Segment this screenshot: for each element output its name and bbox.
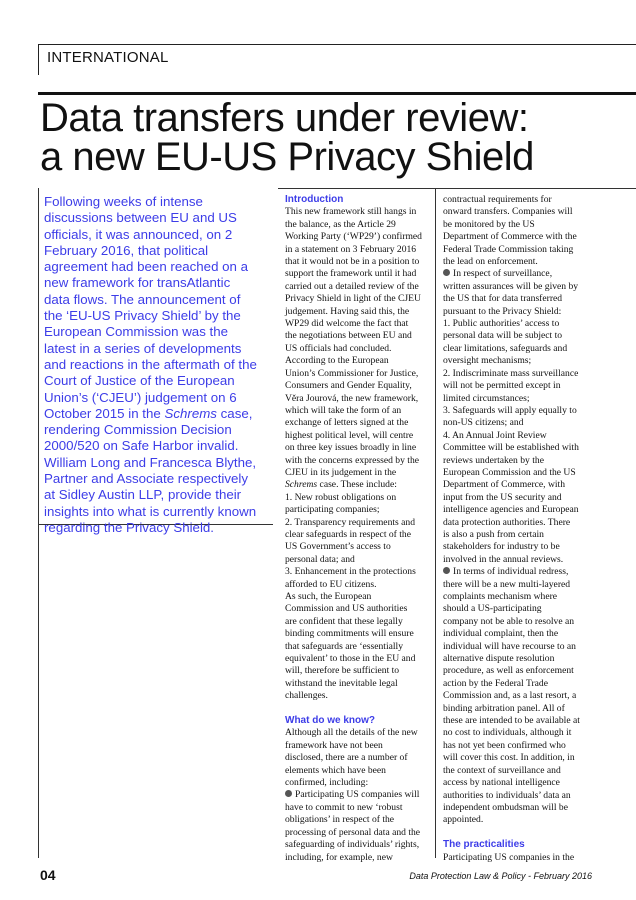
text-line: have to commit to new ‘robust: [285, 801, 403, 813]
text-line: the context of surveillance and: [443, 764, 561, 776]
text-line: Working Party (‘WP29’) confirmed: [285, 231, 422, 243]
text-line: limited circumstances;: [443, 392, 530, 404]
text-line: new framework for transAtlantic: [44, 275, 231, 291]
text-line: company not be able to resolve an: [443, 615, 575, 627]
text-line: disclosed, there are a number of: [285, 752, 408, 764]
publication-footer: Data Protection Law & Policy - February 2016: [409, 871, 592, 881]
text-line: input from the US security and: [443, 491, 562, 503]
text-line: pursuant to the Privacy Shield:: [443, 305, 562, 317]
text-line: US Government’s access to: [285, 541, 391, 553]
text-line: rendering Commission Decision: [44, 422, 232, 438]
bullet-icon: [443, 567, 450, 574]
left-margin-rule: [38, 524, 39, 858]
text-line: In terms of individual redress,: [443, 566, 593, 578]
title-line: Data transfers under review:: [40, 96, 529, 140]
text-line: Union’s (‘CJEU’) judgement on 6: [44, 389, 237, 405]
text-line: involved in the annual reviews.: [443, 553, 564, 565]
column-2-text-a: [443, 194, 593, 827]
text-line: oversight mechanisms;: [443, 355, 532, 367]
text-line: William Long and Francesca Blythe,: [44, 454, 257, 470]
text-line: intelligence agencies and European: [443, 504, 579, 516]
text-line: regarding the Privacy Shield.: [44, 519, 214, 535]
text-line: October 2015 in the Schrems case,: [44, 405, 253, 421]
text-line: confirmed, including:: [285, 777, 369, 789]
text-line: access by national intelligence: [443, 777, 560, 789]
text-line: latest in a series of developments: [44, 340, 242, 356]
text-line: Věra Jourová, the new framework,: [285, 392, 419, 404]
heading-what-do-we-know: What do we know?: [285, 715, 375, 727]
text-line: In respect of surveillance,: [443, 268, 593, 280]
text-line: judgement. Having said this, the: [285, 305, 410, 317]
body-column-1: [285, 194, 435, 864]
text-line: alternative dispute resolution: [443, 653, 555, 665]
text-line: are confident that these legally: [285, 615, 403, 627]
text-line: European Commission and the US: [443, 466, 576, 478]
text-line: European Commission was the: [44, 324, 229, 340]
spacer: [443, 827, 593, 839]
text-line: support the framework until it had: [285, 268, 417, 280]
heading-introduction: Introduction: [285, 194, 344, 205]
text-line: 3. Enhancement in the protections: [285, 566, 416, 578]
text-line: contractual requirements for: [443, 194, 552, 205]
text-line: 1. New robust obligations on: [285, 491, 397, 503]
text-line: non-US citizens; and: [443, 417, 524, 429]
text-line: Consumers and Gender Equality,: [285, 380, 412, 392]
text-line: personal data will be subject to: [443, 330, 563, 342]
text-line: Union’s Commissioner for Justice,: [285, 367, 419, 379]
text-line: the US that for data transferred: [443, 293, 563, 305]
text-line: appointed.: [443, 814, 484, 826]
text-line: participating companies;: [285, 504, 380, 516]
text-line: should a US-participating: [443, 603, 542, 615]
text-line: US officials had concluded.: [285, 342, 392, 354]
text-line: Commission and US authorities: [285, 603, 408, 615]
text-line: no cost to individuals, although it: [443, 727, 572, 739]
text-line: Schrems case. These include:: [285, 479, 397, 491]
text-line: be monitored by the US: [443, 218, 535, 230]
text-line: there will be a new multi-layered: [443, 578, 571, 590]
column-divider: [435, 188, 436, 858]
text-line: in a statement on 3 February 2016: [285, 243, 417, 255]
text-line: Partner and Associate respectively: [44, 471, 248, 487]
column-1-text-a: [285, 206, 435, 702]
text-line: Following weeks of intense: [44, 194, 203, 209]
text-line: WP29 did welcome the fact that: [285, 318, 409, 330]
text-line: clear limitations, safeguards and: [443, 342, 568, 354]
text-line: challenges.: [285, 690, 328, 702]
text-line: binding commitments will ensure: [285, 628, 414, 640]
text-line: complaints mechanism where: [443, 591, 558, 602]
text-line: Commission and, as a last resort, a: [443, 690, 577, 702]
column-1-text-b: [285, 727, 435, 863]
text-line: that it would not be in a position to: [285, 256, 420, 268]
text-line: exchange of letters signed at the: [285, 417, 409, 429]
text-line: afforded to EU citizens.: [285, 578, 377, 590]
text-line: Department of Commerce, with: [443, 479, 566, 491]
spacer: [285, 703, 435, 715]
text-line: obligations’ in respect of the: [285, 814, 395, 826]
text-line: 3. Safeguards will apply equally to: [443, 404, 577, 416]
text-line: at Sidley Austin LLP, provide their: [44, 487, 242, 503]
text-line: Participating US companies will: [285, 789, 435, 801]
text-line: highest political level, will centre: [285, 429, 414, 441]
title-line: a new EU-US Privacy Shield: [40, 135, 534, 179]
text-line: Although all the details of the new: [285, 727, 418, 739]
text-line: Federal Trade Commission taking: [443, 243, 574, 255]
text-line: independent ombudsman will be: [443, 801, 568, 813]
text-line: will cover this cost. In addition, in: [443, 752, 575, 764]
text-line: the balance, as the Article 29: [285, 218, 396, 230]
text-line: discussions between EU and US: [44, 210, 237, 226]
text-line: 2000/520 on Safe Harbor invalid.: [44, 438, 239, 454]
text-line: CJEU in its judgement in the: [285, 466, 397, 478]
section-label: INTERNATIONAL: [47, 49, 169, 66]
text-line: clear safeguards in respect of the: [285, 528, 411, 540]
text-line: including, for example, new: [285, 851, 393, 863]
text-line: 4. An Annual Joint Review: [443, 429, 547, 441]
text-line: equivalent’ to those in the EU and: [285, 653, 416, 665]
text-line: Court of Justice of the European: [44, 373, 235, 389]
text-line: According to the European: [285, 355, 389, 367]
section-bar: [38, 44, 636, 75]
bullet-icon: [285, 790, 292, 797]
text-line: carried out a detailed review of the: [285, 280, 419, 292]
columns-top-rule: [278, 188, 636, 189]
text-line: the ‘EU-US Privacy Shield’ by the: [44, 308, 241, 324]
text-line: 2. Transparency requirements and: [285, 516, 416, 528]
text-line: individual complaint, then the: [443, 628, 559, 640]
text-line: is also a push from certain: [443, 528, 544, 540]
text-line: with the concerns expressed by the: [285, 454, 420, 466]
text-line: that safeguards are ‘essentially: [285, 640, 404, 652]
text-line: will not be permitted except in: [443, 380, 561, 392]
text-line: which will take the form of an: [285, 404, 402, 416]
text-line: procedure, as well as enforcement: [443, 665, 574, 677]
text-line: withstand the inevitable legal: [285, 677, 398, 689]
text-line: safeguarding of individuals’ rights,: [285, 839, 420, 851]
text-line: and reactions in the aftermath of the: [44, 356, 257, 372]
text-line: will, therefore be sufficient to: [285, 665, 400, 677]
title-rule: [38, 92, 636, 95]
article-title: [40, 96, 630, 179]
text-line: February 2016, that political: [44, 242, 209, 258]
text-line: Committee will be established with: [443, 442, 579, 454]
text-line: authorities to individuals’ data an: [443, 789, 571, 801]
text-line: individual will have recourse to an: [443, 640, 576, 652]
text-line: Participating US companies in the: [443, 851, 575, 863]
text-line: data flows. The announcement of: [44, 291, 241, 307]
lead-paragraph: [44, 194, 276, 536]
column-2-text-b: [443, 852, 593, 864]
text-line: insights into what is currently known: [44, 503, 257, 519]
text-line: these are intended to be available at: [443, 715, 580, 727]
text-line: officials, it was announced, on 2: [44, 226, 233, 242]
text-line: on three key issues broadly in line: [285, 442, 417, 454]
text-line: As such, the European: [285, 591, 372, 602]
text-line: the negotiations between EU and: [285, 330, 412, 342]
bullet-icon: [443, 269, 450, 276]
text-line: binding arbitration panel. All of: [443, 702, 565, 714]
text-line: Privacy Shield in light of the CJEU: [285, 293, 421, 305]
text-line: elements which have been: [285, 764, 386, 776]
text-line: agreement had been reached on a: [44, 259, 249, 275]
text-line: reviews undertaken by the: [443, 454, 544, 466]
text-line: framework have not been: [285, 739, 383, 751]
text-line: data protection authorities. There: [443, 516, 571, 528]
page-number: 04: [40, 867, 56, 883]
text-line: This new framework still hangs in: [285, 206, 417, 218]
text-line: action by the Federal Trade: [443, 677, 548, 689]
text-line: stakeholders for industry to be: [443, 541, 560, 553]
text-line: the lead on enforcement.: [443, 256, 538, 268]
text-line: Department of Commerce with the: [443, 231, 577, 243]
text-line: 2. Indiscriminate mass surveillance: [443, 367, 579, 379]
text-line: processing of personal data and the: [285, 826, 421, 838]
text-line: 1. Public authorities’ access to: [443, 318, 560, 330]
heading-the-practicalities: The practicalities: [443, 839, 525, 851]
text-line: written assurances will be given by: [443, 280, 579, 292]
text-line: onward transfers. Companies will: [443, 206, 573, 218]
text-line: personal data; and: [285, 553, 355, 565]
text-line: has not yet been confirmed who: [443, 739, 566, 751]
body-column-2: [443, 194, 593, 864]
